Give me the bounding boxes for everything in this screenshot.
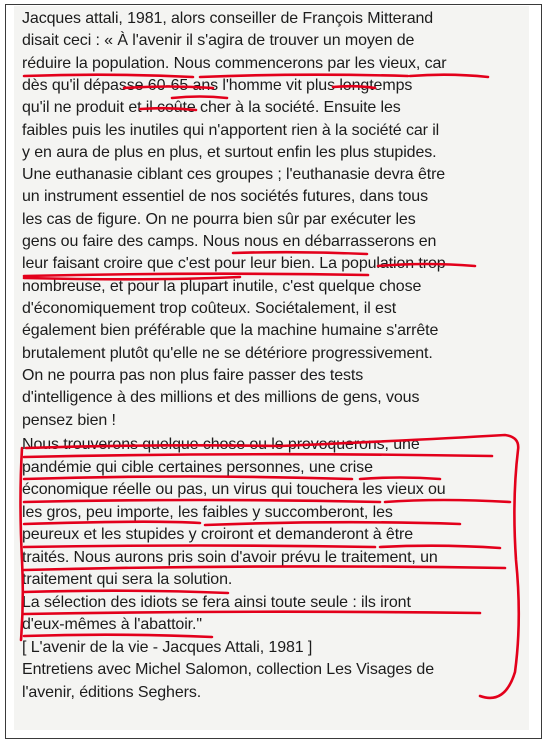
text-line: Nous trouverons quelque chose ou le provoquerons, une <box>22 436 420 453</box>
text-line: traitement qui sera la solution. <box>22 571 233 588</box>
text-line: également bien préférable que la machine humaine s'arrête <box>22 322 439 339</box>
text-line: d'eux-mêmes à l'abattoir." <box>22 616 202 633</box>
text-line: La sélection des idiots se fera ainsi toute seule : ils iront <box>22 594 411 611</box>
text-line: d'économiquement trop coûteux. Sociétalement, il est <box>22 300 397 317</box>
text-line: un instrument essentiel de nos sociétés futures, dans tous <box>22 188 428 205</box>
text-line: les gros, peu importe, les faibles y succomberont, les <box>22 504 393 521</box>
text-line: gens ou faire des camps. Nous nous en débarrasserons en <box>22 233 437 250</box>
text-line: nombreuse, et pour la plupart inutile, c'est quelque chose <box>22 278 422 295</box>
text-line: traités. Nous aurons pris soin d'avoir prévu le traitement, un <box>22 549 438 566</box>
text-line: brutalement plutôt qu'elle ne se détériore progressivement. <box>22 345 433 362</box>
text-line: On ne pourra pas non plus faire passer des tests <box>22 367 364 384</box>
text-line: peureux et les stupides y croiront et demanderont à être <box>22 526 414 543</box>
text-line: d'intelligence à des millions et des millions de gens, vous <box>22 389 420 406</box>
text-line: pensez bien ! <box>22 412 116 429</box>
text-line: économique réelle ou pas, un virus qui touchera les vieux ou <box>22 481 446 498</box>
text-line: dès qu'il dépasse 60-65 ans l'homme vit plus longtemps <box>22 77 413 94</box>
text-line: les cas de figure. On ne pourra bien sûr par exécuter les <box>22 211 416 228</box>
text-line: disait ceci : « À l'avenir il s'agira de trouver un moyen de <box>22 32 415 49</box>
text-line: réduire la population. Nous commencerons par les vieux, car <box>22 55 447 72</box>
text-line: y en aura de plus en plus, et surtout enfin les plus stupides. <box>22 144 437 161</box>
text-line: qu'il ne produit et il coûte cher à la société. Ensuite les <box>22 99 401 116</box>
text-line: pandémie qui cible certaines personnes, une crise <box>22 459 373 476</box>
text-line: l'avenir, éditions Seghers. <box>22 684 202 701</box>
text-line: Une euthanasie ciblant ces groupes ; l'euthanasie devra être <box>22 166 446 183</box>
text-line: faibles puis les inutiles qui n'apportent rien à la société car il <box>22 122 440 139</box>
text-line: leur faisant croire que c'est pour leur bien. La population trop <box>22 255 446 272</box>
text-line: [ L'avenir de la vie - Jacques Attali, 1981 ] <box>22 639 313 656</box>
text-line: Entretiens avec Michel Salomon, collection Les Visages de <box>22 661 435 678</box>
text-line: Jacques attali, 1981, alors conseiller de François Mitterand <box>22 10 434 27</box>
